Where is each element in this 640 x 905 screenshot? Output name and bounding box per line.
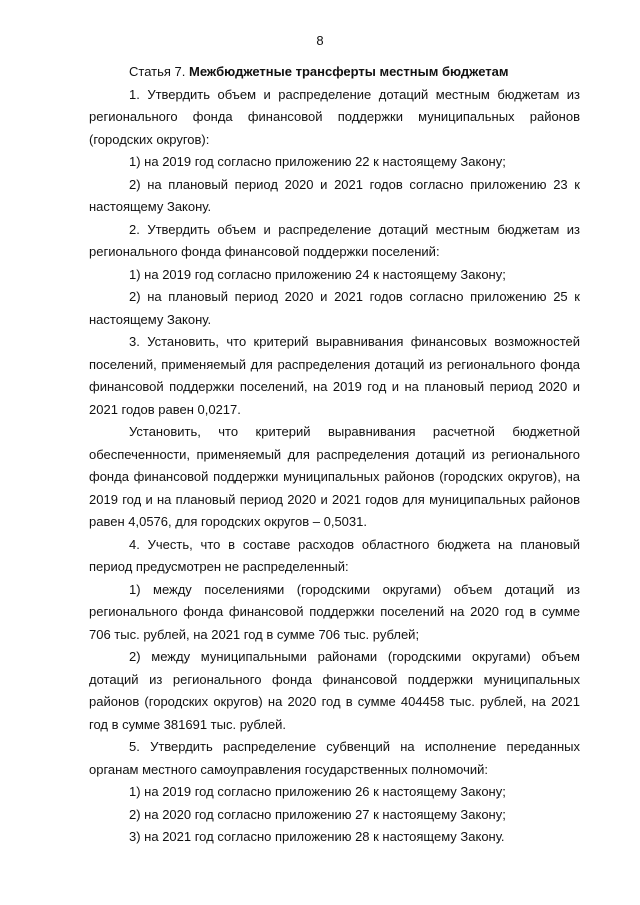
paragraph-5: 5. Утвердить распределение субвенций на исполнение переданных органам местного самоуправления государственных полномочий: <box>89 739 580 777</box>
paragraph-4: 4. Учесть, что в составе расходов областного бюджета на плановый период предусмотрен не распределенный: <box>89 536 580 574</box>
paragraph-4-item-2: 2) между муниципальными районами (городскими округами) объем дотаций из регионального фонда финансовой поддержки муниципальных районов (городских округов) на 2020 год в сумме 404458 тыс. рублей, на 2021 год в сумме 381691 тыс. рублей. <box>89 649 580 732</box>
paragraph-2-item-2: 2) на плановый период 2020 и 2021 годов согласно приложению 25 к настоящему Закону. <box>89 289 580 327</box>
paragraph-1-item-1: 1) на 2019 год согласно приложению 22 к настоящему Закону; <box>129 154 506 169</box>
paragraph-1: 1. Утвердить объем и распределение дотаций местным бюджетам из регионального фонда финансовой поддержки муниципальных районов (городских округов): <box>89 86 580 147</box>
paragraph-3: 3. Установить, что критерий выравнивания финансовых возможностей поселений, применяемый для распределения дотаций из регионального фонда финансовой поддержки поселений, на 2019 год и на плановый период 2020 и 2021 годов равен 0,0217. <box>89 334 580 417</box>
paragraph-1-item-2: 2) на плановый период 2020 и 2021 годов согласно приложению 23 к настоящему Закону. <box>89 176 580 214</box>
article-title: Межбюджетные трансферты местным бюджетам <box>189 64 509 79</box>
paragraph-5-item-3: 3) на 2021 год согласно приложению 28 к настоящему Закону. <box>129 829 505 844</box>
paragraph-3-continued: Установить, что критерий выравнивания расчетной бюджетной обеспеченности, применяемый для распределения дотаций из регионального фонда финансовой поддержки муниципальных районов (городских округов), на 2019 год и на плановый период 2020 и 2021 годов для муниципальных районов равен 4,0576, для городских округов – 0,5031. <box>89 424 580 529</box>
article-label: Статья 7. <box>129 64 186 79</box>
document-body <box>89 61 580 849</box>
paragraph-4-item-1: 1) между поселениями (городскими округами) объем дотаций из регионального фонда финансовой поддержки поселений на 2020 год в сумме 706 тыс. рублей, на 2021 год в сумме 706 тыс. рублей; <box>89 581 580 642</box>
article-heading <box>89 61 580 84</box>
paragraph-2-item-1: 1) на 2019 год согласно приложению 24 к настоящему Закону; <box>129 266 506 282</box>
paragraph-5-item-1: 1) на 2019 год согласно приложению 26 к настоящему Закону; <box>129 784 506 799</box>
page-number: 8 <box>316 33 324 48</box>
paragraph-2: 2. Утвердить объем и распределение дотаций местным бюджетам из регионального фонда финансовой поддержки поселений: <box>89 221 580 259</box>
paragraph-5-item-2: 2) на 2020 год согласно приложению 27 к настоящему Закону; <box>129 806 506 822</box>
